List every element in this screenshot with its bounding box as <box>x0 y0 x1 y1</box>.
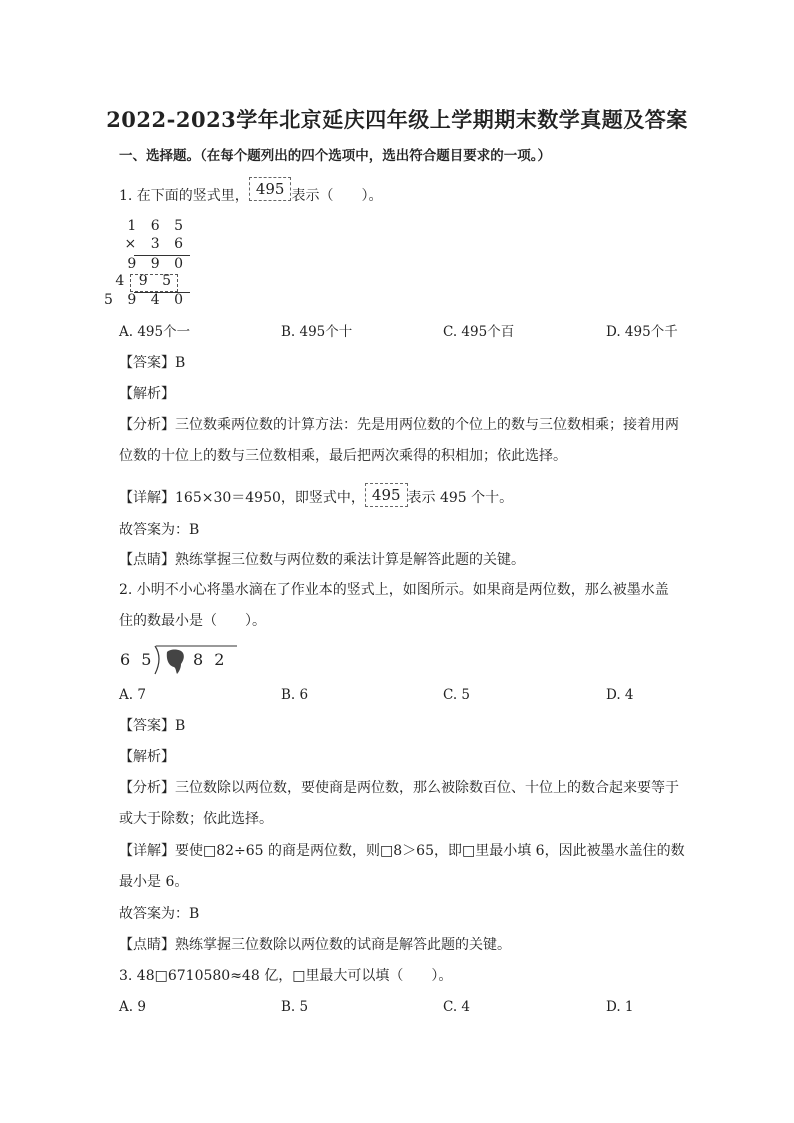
q3-option-d: D. 1 <box>606 999 634 1015</box>
q2-detail-line-2: 最小是 6。 <box>119 874 189 890</box>
boxed-number-detail: 495 <box>365 483 408 507</box>
dividend-digits: 8 2 <box>193 650 228 669</box>
q2-option-c: C. 5 <box>443 687 471 703</box>
divisor: 6 5 <box>120 650 155 669</box>
ink-blot-icon <box>167 649 184 674</box>
section-heading: 一、选择题。（在每个题列出的四个选项中，选出符合题目要求的一项。） <box>119 148 551 164</box>
q2-fenxi-line-1: 【分析】三位数除以两位数，要使商是两位数，那么被除数百位、十位上的数合起来要等于 <box>119 780 679 796</box>
calc-row-5: 5 9 4 0 <box>104 292 188 308</box>
q1-analysis-label: 【解析】 <box>119 386 175 402</box>
q2-option-b: B. 6 <box>281 687 309 703</box>
question-2-line-1: 2. 小明不小心将墨水滴在了作业本的竖式上，如图所示。如果商是两位数，那么被墨水盖 <box>119 582 669 598</box>
question-1-suffix: 表示（ ）。 <box>291 188 383 204</box>
q1-option-d: D. 495个千 <box>606 324 678 340</box>
q3-option-c: C. 4 <box>443 999 471 1015</box>
question-1 <box>119 180 383 206</box>
q1-tip: 【点睛】熟练掌握三位数与两位数的乘法计算是解答此题的关键。 <box>119 552 525 568</box>
division-vertical <box>119 642 239 682</box>
q3-option-a: A. 9 <box>119 999 146 1015</box>
q1-fenxi-line-1: 【分析】三位数乘两位数的计算方法：先是用两位数的个位上的数与三位数相乘；接着用两 <box>119 417 679 433</box>
q1-detail-prefix: 【详解】165×30＝4950，即竖式中， <box>119 490 365 506</box>
q1-detail-suffix: 表示 495 个十。 <box>407 490 514 506</box>
question-2-line-2: 住的数最小是（ ）。 <box>119 613 266 629</box>
q2-option-a: A. 7 <box>119 687 146 703</box>
q2-option-d: D. 4 <box>606 687 634 703</box>
q1-answer: 【答案】B <box>119 355 186 371</box>
calc-row-2: × 3 6 <box>124 236 188 252</box>
q1-option-a: A. 495个一 <box>119 324 191 340</box>
q1-conclusion: 故答案为：B <box>119 522 200 538</box>
q2-tip: 【点睛】熟练掌握三位数除以两位数的试商是解答此题的关键。 <box>119 937 511 953</box>
calc-row-3: 9 9 0 <box>127 256 188 272</box>
document-title: 2022-2023学年北京延庆四年级上学期期末数学真题及答案 <box>106 107 688 132</box>
q2-fenxi-line-2: 或大于除数；依此选择。 <box>119 811 273 827</box>
q1-fenxi-line-2: 位数的十位上的数与三位数相乘，最后把两次乘得的积相加；依此选择。 <box>119 448 567 464</box>
q1-detail <box>119 483 513 508</box>
q3-option-b: B. 5 <box>281 999 309 1015</box>
calc-row-4: 4 9 5 <box>115 273 176 289</box>
q2-detail-line-1: 【详解】要使□82÷65 的商是两位数，则□8＞65，即□里最小填 6，因此被墨水盖住的数 <box>119 843 685 859</box>
q1-option-c: C. 495个百 <box>443 324 515 340</box>
question-1-prefix: 1. 在下面的竖式里， <box>119 188 249 204</box>
q2-answer: 【答案】B <box>119 718 186 734</box>
multiplication-vertical <box>104 218 200 313</box>
q2-analysis-label: 【解析】 <box>119 749 175 765</box>
question-3: 3. 48□6710580≈48 亿，□里最大可以填（ ）。 <box>119 968 453 984</box>
calc-row-1: 1 6 5 <box>127 218 188 234</box>
q1-option-b: B. 495个十 <box>281 324 353 340</box>
q2-conclusion: 故答案为：B <box>119 906 200 922</box>
boxed-number: 495 <box>249 177 292 201</box>
